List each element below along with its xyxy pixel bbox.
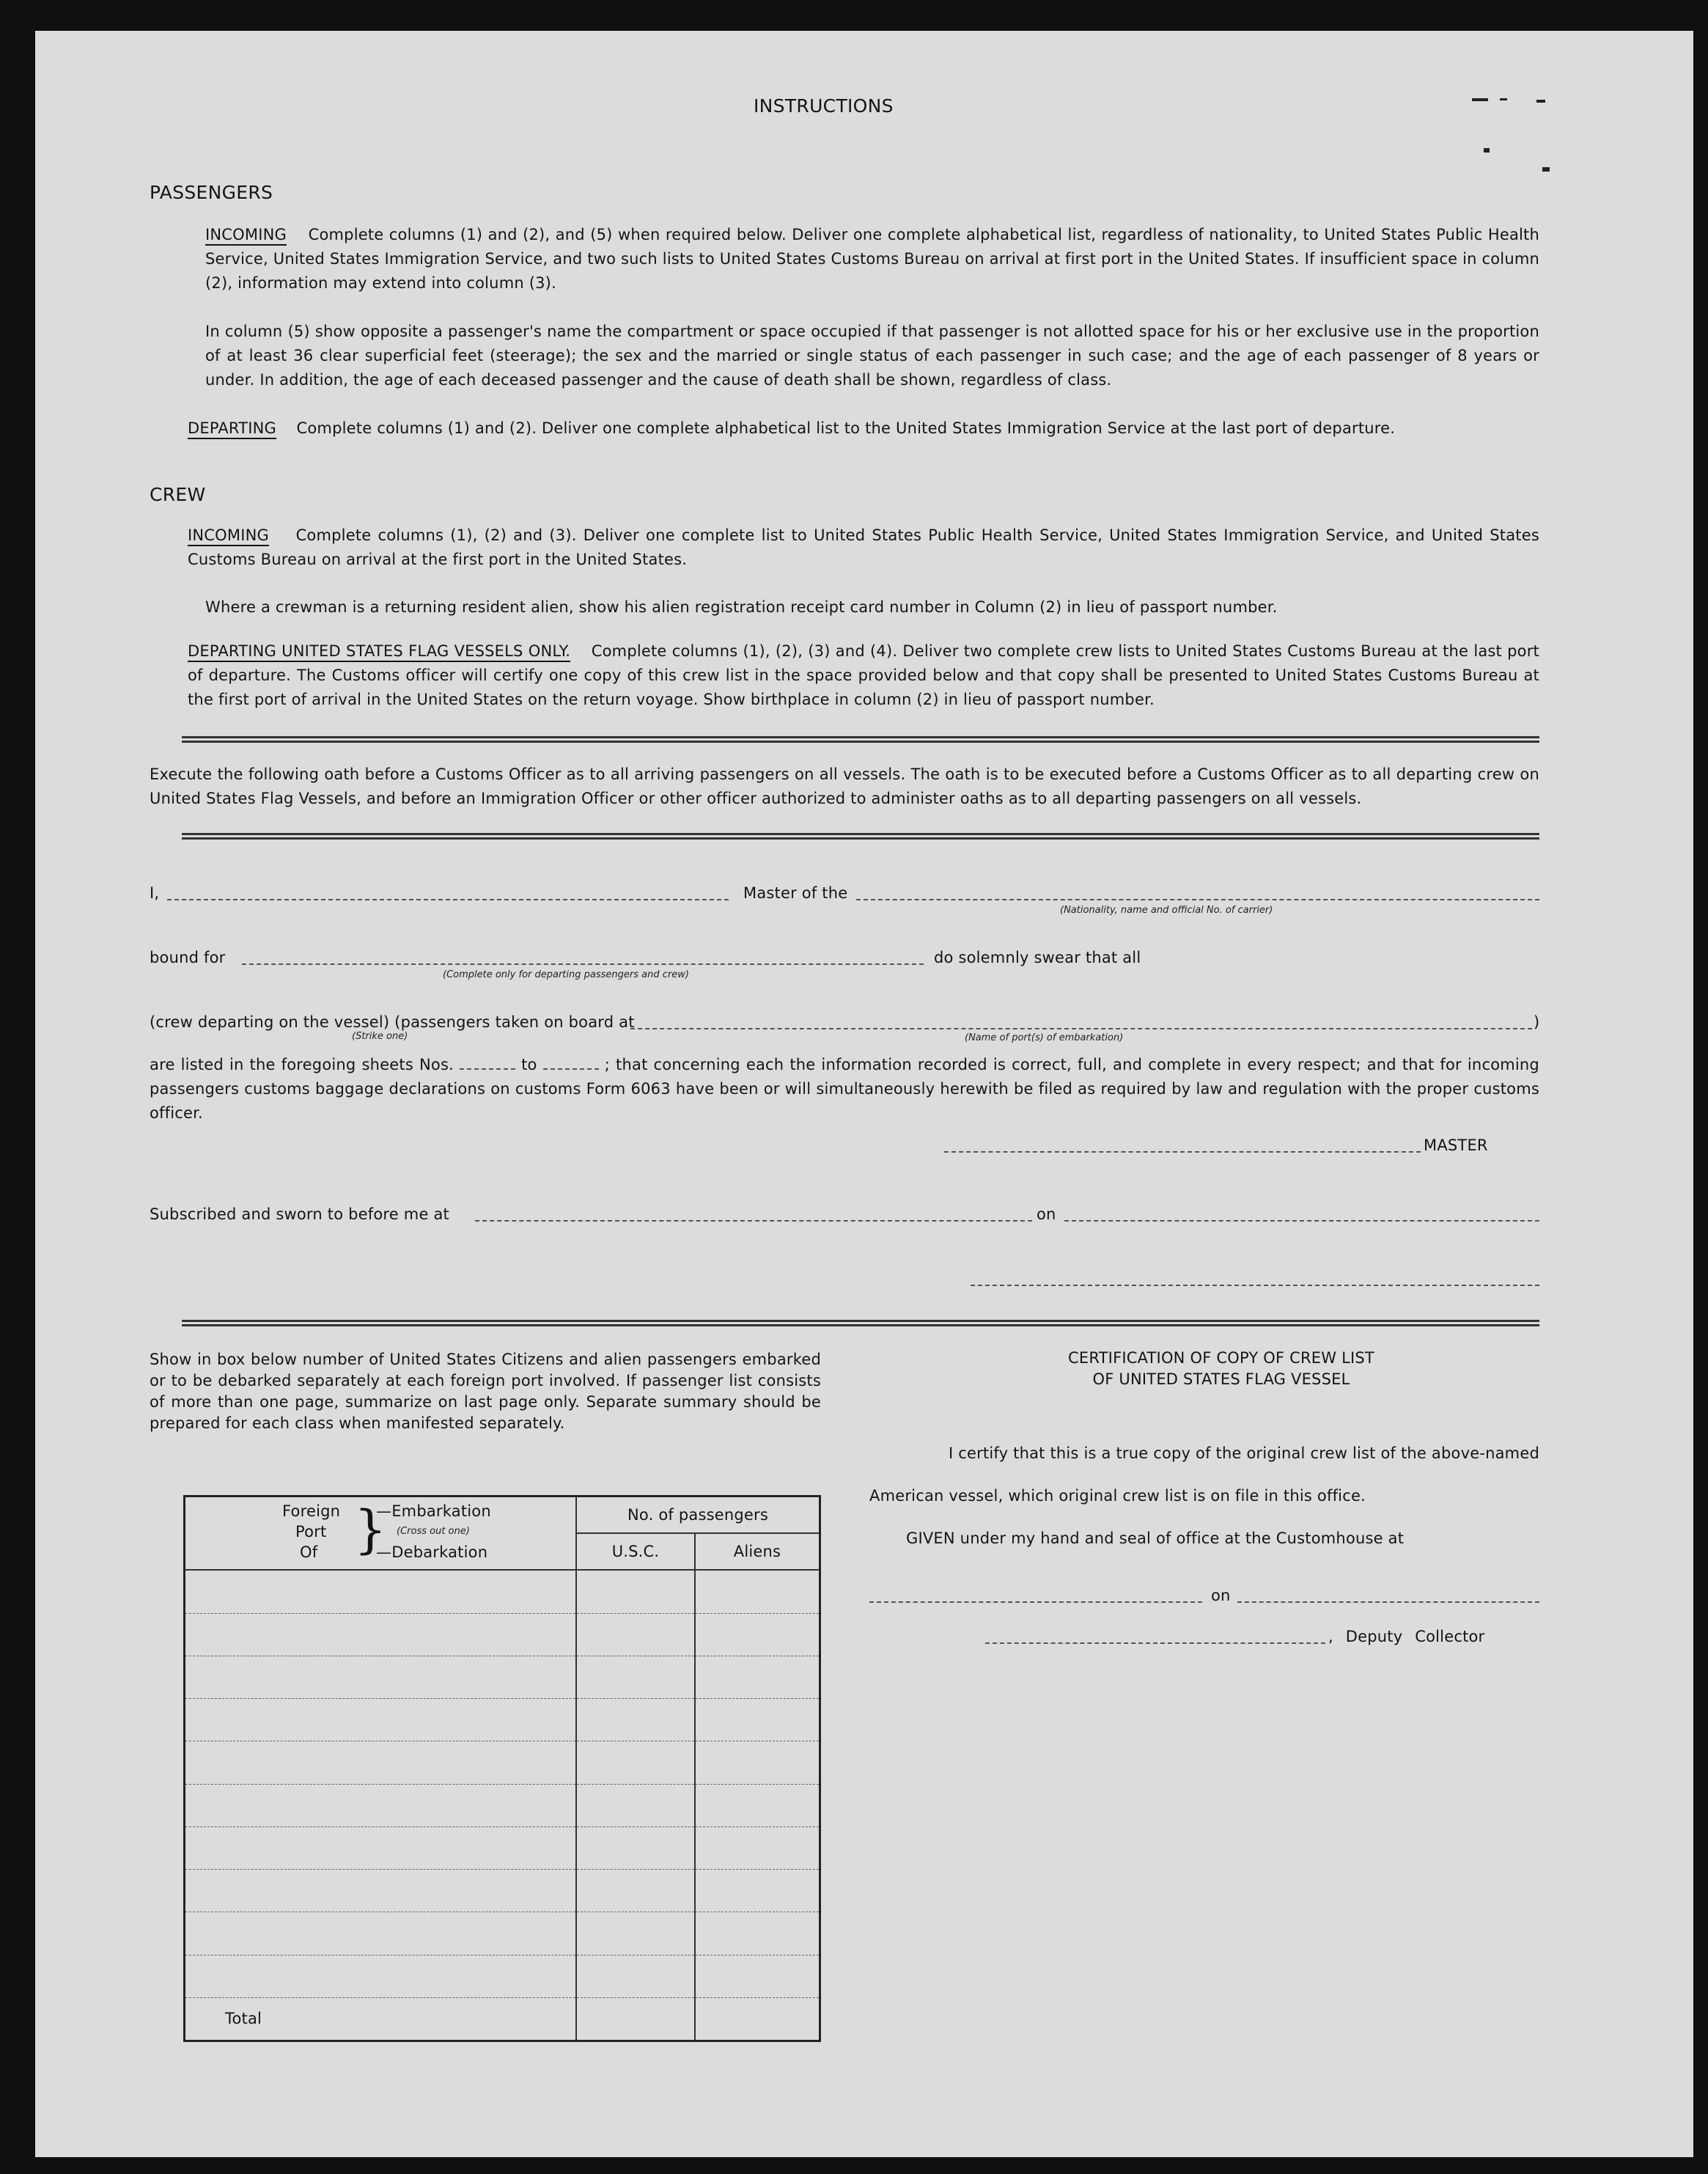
strike-note: (Strike one): [352, 1031, 408, 1042]
table-row: [185, 1613, 820, 1656]
subscribed-label: Subscribed and sworn to before me at: [150, 1205, 449, 1223]
nationality-note: (Nationality, name and official No. of carrier): [1060, 905, 1273, 916]
column5-text: In column (5) show opposite a passenger's name the compartment or space occupied if that passenger is not allotted space for his or her exclusive use in the proportion of at least 36 clear superficial feet (steerage); the sex and the married or single status of each passenger in such case; and the age of each passenger of 8 years or under. In addition, the age of each deceased passenger and the cause of death shall be shown, regardless of class.: [205, 323, 1539, 389]
oath-i-label: I,: [150, 884, 160, 902]
scan-mark: [1542, 167, 1550, 172]
certification-title-line1: CERTIFICATION OF COPY OF CREW LIST: [1068, 1349, 1374, 1367]
deputy-signature-field[interactable]: [985, 1642, 1325, 1644]
certify-text-2: American vessel, which original crew list is on file in this office.: [869, 1487, 1366, 1505]
table-row: [185, 1955, 820, 1997]
aliens-cell[interactable]: [695, 1570, 820, 1613]
no-passengers-label: No. of passengers: [577, 1497, 819, 1534]
crew-departing: [188, 639, 1539, 712]
cross-out-note: (Cross out one): [397, 1526, 470, 1538]
crew-incoming-label: INCOMING: [188, 526, 269, 544]
double-rule: [182, 736, 1539, 743]
master-name-field[interactable]: [167, 899, 729, 900]
crew-heading: CREW: [150, 484, 206, 505]
passengers-incoming: [205, 223, 1539, 295]
certify-text-1: I certify that this is a true copy of the original crew list of the above-named: [948, 1444, 1539, 1462]
passengers-count-header: [576, 1497, 820, 1571]
port-cell[interactable]: [185, 1656, 577, 1698]
embarkation-ports-field[interactable]: [630, 1028, 1532, 1029]
port-cell[interactable]: [185, 1870, 577, 1912]
listed-sheets: [150, 1053, 1539, 1125]
table-row: [185, 1570, 820, 1613]
listed-text-b: ; that concerning each the information recorded is correct, full, and complete in every respect; and that for incoming passengers customs baggage declarations on customs Form 6063 have been or will simultaneously herewith be filed as required by law and regulation with the proper customs officer.: [150, 1056, 1539, 1122]
port-cell[interactable]: [185, 1570, 577, 1613]
aliens-cell[interactable]: [695, 1955, 820, 1997]
port-cell[interactable]: [185, 1784, 577, 1826]
table-row: [185, 1784, 820, 1826]
crew-incoming-text: Complete columns (1), (2) and (3). Deliver one complete list to United States Public Health Service, United States Immigration Service, and United States Customs Bureau on arrival at the first port in the United States.: [188, 526, 1539, 568]
given-text: GIVEN under my hand and seal of office at the Customhouse at: [906, 1529, 1405, 1547]
aliens-cell[interactable]: [695, 1784, 820, 1826]
aliens-cell[interactable]: [695, 1699, 820, 1741]
usc-header: U.S.C.: [577, 1534, 696, 1569]
incoming-label: INCOMING: [205, 226, 287, 243]
departing-label: DEPARTING: [188, 419, 276, 437]
sheet-to-field[interactable]: [543, 1054, 599, 1070]
listed-text-a: are listed in the foregoing sheets Nos.: [150, 1056, 454, 1073]
swear-text: do solemnly swear that all: [934, 949, 1141, 966]
usc-cell[interactable]: [576, 1784, 695, 1826]
sworn-place-field[interactable]: [475, 1220, 1032, 1222]
carrier-field[interactable]: [856, 899, 1539, 900]
table-row: [185, 1699, 820, 1741]
brace-icon: }: [354, 1499, 387, 1560]
port-cell[interactable]: [185, 1699, 577, 1741]
aliens-header: Aliens: [733, 1542, 781, 1560]
port-header-cell: [185, 1497, 577, 1571]
double-rule: [182, 1320, 1539, 1326]
port-cell[interactable]: [185, 1912, 577, 1955]
master-of-the-label: Master of the: [743, 884, 848, 902]
usc-cell[interactable]: [576, 1912, 695, 1955]
crew-departing-text: Complete columns (1), (2), (3) and (4). Deliver two complete crew lists to United States Customs Bureau at the last port of departure. The Customs officer will certify one copy of this crew list in the space provided below and that copy shall be presented to United States Customs Bureau at the first port of arrival in the United States on the return voyage. Show birthplace in column (2) in lieu of passport number.: [188, 642, 1539, 708]
port-label: Port: [295, 1523, 327, 1541]
scan-mark: [1472, 98, 1488, 101]
form-page: [35, 31, 1693, 2157]
certification-title-line2: OF UNITED STATES FLAG VESSEL: [1092, 1370, 1350, 1388]
usc-cell[interactable]: [576, 1741, 695, 1784]
aliens-total-cell[interactable]: [695, 1997, 820, 2041]
port-cell[interactable]: [185, 1955, 577, 1997]
page-title: INSTRUCTIONS: [754, 95, 894, 117]
usc-total-cell[interactable]: [576, 1997, 695, 2041]
usc-cell[interactable]: [576, 1826, 695, 1869]
port-cell[interactable]: [185, 1826, 577, 1869]
double-rule: [182, 833, 1539, 840]
usc-cell[interactable]: [576, 1870, 695, 1912]
scan-mark: [1500, 98, 1507, 100]
passengers-departing: [188, 416, 1539, 441]
passengers-incoming-text: Complete columns (1) and (2), and (5) when required below. Deliver one complete alphabetical list, regardless of nationality, to United States Public Health Service, United States Immigration Service, and two such lists to United States Customs Bureau on arrival at first port in the United States. If insufficient space in column (2), information may extend into column (3).: [205, 226, 1539, 292]
total-label-cell: [185, 1997, 577, 2041]
certify-on-label: on: [1211, 1587, 1231, 1604]
table-row: [185, 1912, 820, 1955]
total-row: [185, 1997, 820, 2041]
aliens-cell[interactable]: [695, 1870, 820, 1912]
ports-note: (Name of port(s) of embarkation): [965, 1032, 1124, 1043]
aliens-cell[interactable]: [695, 1656, 820, 1698]
sworn-date-field[interactable]: [1064, 1220, 1539, 1222]
usc-cell[interactable]: [576, 1955, 695, 1997]
complete-note: (Complete only for departing passengers and crew): [443, 969, 689, 980]
certify-date-field[interactable]: [1237, 1601, 1539, 1603]
sheet-from-field[interactable]: [460, 1054, 515, 1070]
usc-cell[interactable]: [576, 1570, 695, 1613]
of-label: Of: [300, 1543, 318, 1562]
listed-to: to: [521, 1056, 537, 1073]
debarkation-label: —Debarkation: [376, 1543, 488, 1562]
usc-cell[interactable]: [576, 1699, 695, 1741]
embarkation-label: —Embarkation: [376, 1502, 491, 1521]
aliens-cell[interactable]: [695, 1826, 820, 1869]
port-cell[interactable]: [185, 1741, 577, 1784]
oath-intro: Execute the following oath before a Customs Officer as to all arriving passengers on all vessels. The oath is to be executed before a Customs Officer as to all departing crew on United States Flag Vessels, and before an Immigration Officer or other officer authorized to administer oaths as to all departing passengers on all vessels.: [150, 765, 1539, 807]
passengers-departing-text: Complete columns (1) and (2). Deliver one complete alphabetical list to the United States Immigration Service at the last port of departure.: [296, 419, 1396, 437]
close-paren: ): [1534, 1013, 1540, 1031]
master-label: MASTER: [1424, 1136, 1488, 1154]
deputy-collector-label: , Deputy Collector: [1328, 1628, 1485, 1645]
certification-title: [903, 1348, 1539, 1390]
passenger-summary-table: [183, 1495, 821, 2042]
bound-for-label: bound for: [150, 949, 226, 966]
scan-mark: [1484, 148, 1490, 153]
table-row: [185, 1826, 820, 1869]
bound-for-field[interactable]: [242, 963, 924, 965]
table-row: [185, 1870, 820, 1912]
summary-intro: Show in box below number of United States Citizens and alien passengers embarked or to be debarked separately at each foreign port involved. If passenger list consists of more than one page, summarize on last page only. Separate summary should be prepared for each class when manifested separately.: [150, 1351, 821, 1432]
passengers-heading: PASSENGERS: [150, 182, 273, 203]
crew-departing-label: DEPARTING UNITED STATES FLAG VESSELS ONLY.: [188, 642, 571, 660]
master-signature-field[interactable]: [944, 1151, 1421, 1153]
crew-resident-text: Where a crewman is a returning resident alien, show his alien registration receipt card number in Column (2) in lieu of passport number.: [205, 598, 1278, 616]
table-row: [185, 1741, 820, 1784]
usc-cell[interactable]: [576, 1656, 695, 1698]
sworn-on-label: on: [1037, 1205, 1056, 1223]
table-row: [185, 1656, 820, 1698]
total-label: Total: [225, 2009, 262, 2027]
crew-incoming: [188, 524, 1539, 572]
port-cell[interactable]: [185, 1613, 577, 1656]
crew-departing-line: (crew departing on the vessel) (passengers taken on board at: [150, 1013, 635, 1031]
scan-mark: [1536, 100, 1545, 103]
aliens-cell[interactable]: [695, 1741, 820, 1784]
officer-signature-field[interactable]: [971, 1285, 1539, 1286]
customhouse-field[interactable]: [869, 1601, 1202, 1603]
foreign-label: Foreign: [282, 1502, 341, 1521]
aliens-cell[interactable]: [695, 1912, 820, 1955]
usc-cell[interactable]: [576, 1613, 695, 1656]
aliens-cell[interactable]: [695, 1613, 820, 1656]
